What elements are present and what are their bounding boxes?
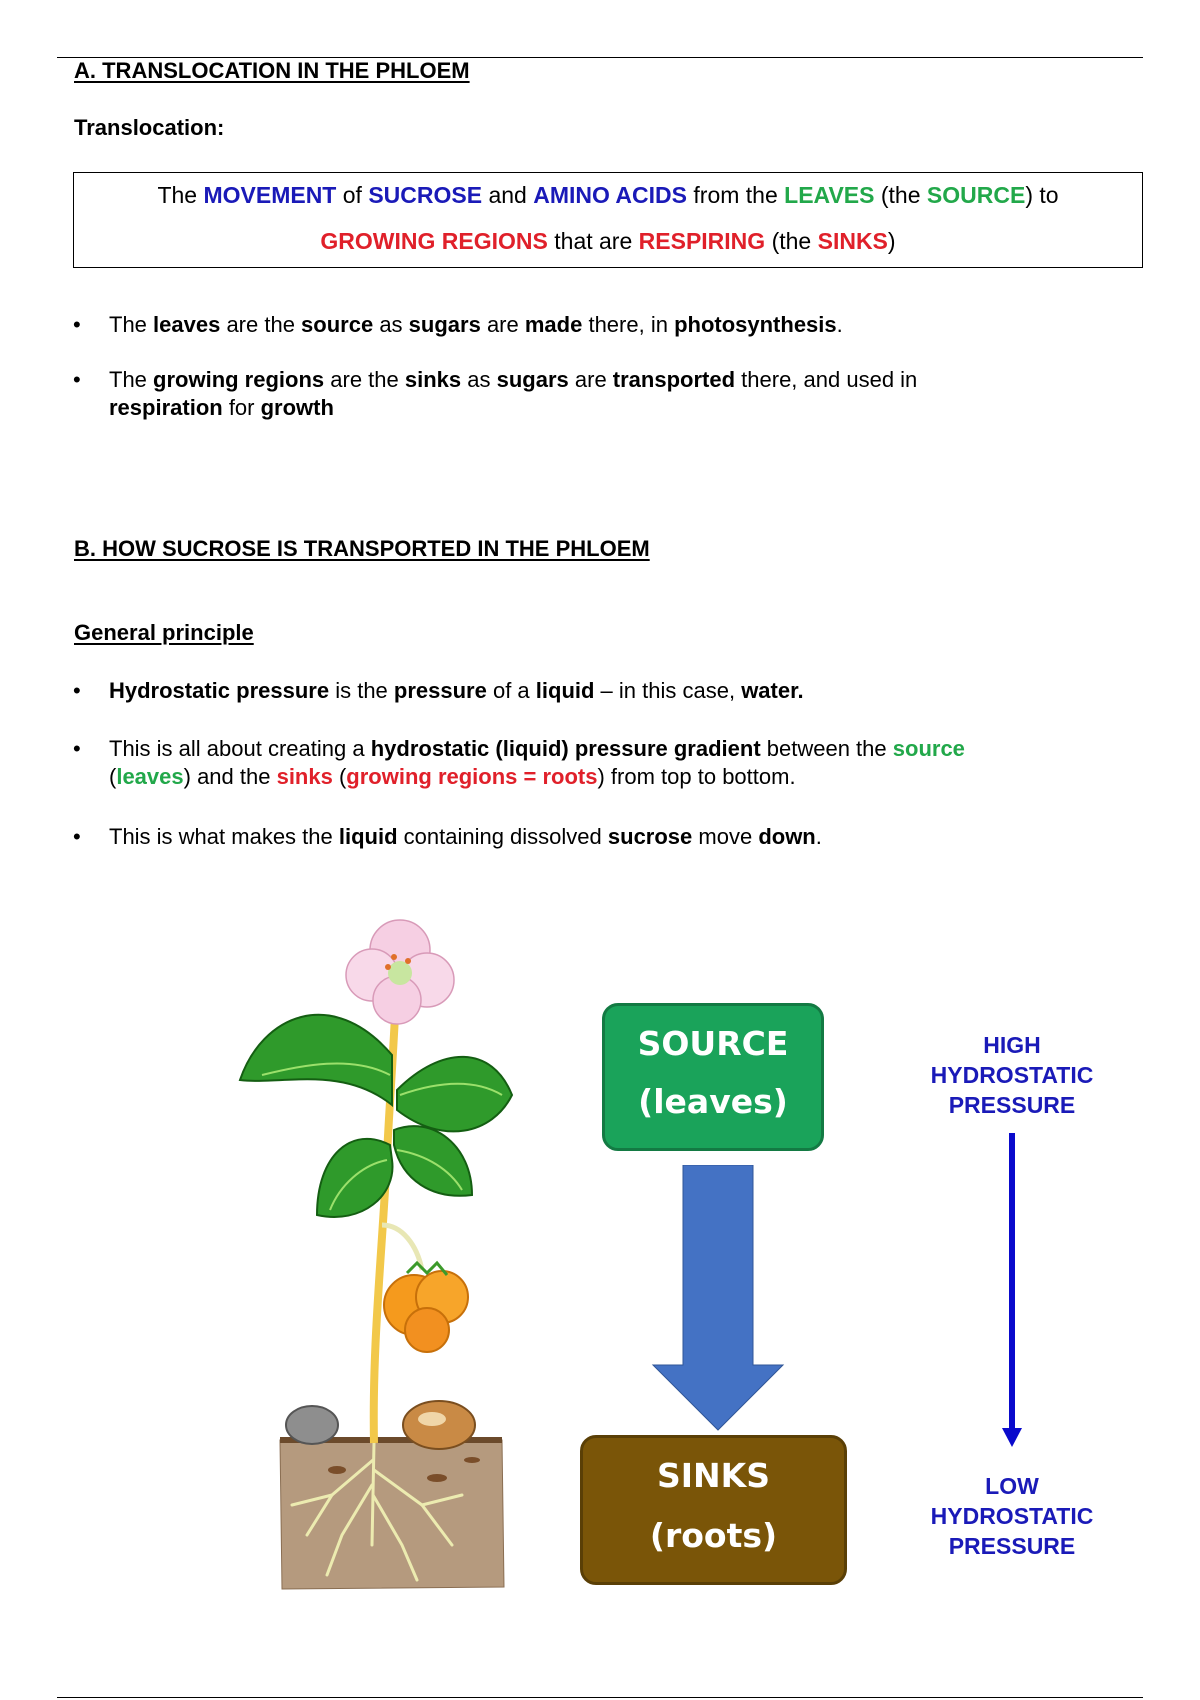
text-run: containing dissolved — [397, 824, 608, 849]
low-pressure-line: HYDROSTATIC — [930, 1503, 1094, 1529]
text-run: – in this case, — [594, 678, 742, 703]
text-run: source — [892, 736, 965, 761]
text-run: pressure — [393, 678, 487, 703]
text-run: . — [836, 312, 843, 337]
text-run: (the — [765, 228, 818, 254]
text-run: SUCROSE — [368, 182, 483, 208]
text-run: are — [568, 367, 613, 392]
source-box — [602, 1003, 824, 1151]
plant-illustration — [222, 895, 522, 1605]
text-run: source — [301, 312, 374, 337]
text-run: SOURCE — [926, 182, 1026, 208]
text-run: leaves — [116, 764, 184, 789]
text-run: ( — [109, 764, 117, 789]
sinks-sublabel: (roots) — [649, 1516, 778, 1555]
low-pressure-line: LOW — [985, 1473, 1039, 1499]
text-run: liquid — [338, 824, 398, 849]
source-sublabel: (leaves) — [638, 1082, 788, 1121]
high-pressure-label — [892, 1030, 1132, 1120]
text-run: hydrostatic (liquid) pressure gradient — [370, 736, 761, 761]
text-run: transported — [612, 367, 736, 392]
section-a-heading: A. TRANSLOCATION IN THE PHLOEM — [74, 58, 470, 83]
definition-box — [73, 172, 1143, 268]
text-run: LEAVES — [784, 182, 875, 208]
text-run: of — [336, 182, 369, 208]
text-run: MOVEMENT — [203, 182, 337, 208]
flow-arrow — [648, 1165, 788, 1435]
bullet-dot: • — [73, 367, 81, 392]
low-pressure-line: PRESSURE — [948, 1533, 1076, 1559]
leaves — [240, 1015, 512, 1217]
bullet-dot: • — [73, 736, 81, 761]
text-run: ( — [332, 764, 347, 789]
text-run: The — [109, 367, 154, 392]
bullet-dot: • — [73, 824, 81, 849]
text-run: ) and the — [183, 764, 277, 789]
source-label: SOURCE — [637, 1024, 789, 1063]
text-run: RESPIRING — [638, 228, 766, 254]
text-run: sugars — [408, 312, 481, 337]
text-run: This is all about creating a — [109, 736, 371, 761]
text-run: growth — [260, 395, 334, 420]
text-run: are the — [324, 367, 405, 392]
high-pressure-line: HYDROSTATIC — [930, 1062, 1094, 1088]
definition-line-1 — [74, 182, 1142, 209]
text-run: for — [222, 395, 261, 420]
definition-line-2 — [74, 228, 1142, 255]
text-run: are the — [220, 312, 302, 337]
text-run: liquid — [535, 678, 595, 703]
text-run: as — [461, 367, 497, 392]
high-pressure-line: HIGH — [983, 1032, 1041, 1058]
text-run: leaves — [153, 312, 221, 337]
bullet-dot: • — [73, 678, 81, 703]
text-run: that are — [547, 228, 639, 254]
bullet-dot: • — [73, 312, 81, 337]
bullet-text — [109, 677, 1133, 705]
text-run: between the — [760, 736, 893, 761]
fruit — [384, 1263, 468, 1352]
text-run: Hydrostatic pressure — [109, 678, 330, 703]
low-pressure-label — [892, 1471, 1132, 1561]
bullet-text — [109, 823, 1133, 851]
pressure-gradient-arrow — [997, 1133, 1027, 1453]
text-run: growing regions — [153, 367, 325, 392]
text-run: move — [692, 824, 759, 849]
text-run: sinks — [276, 764, 333, 789]
bottom-rule — [57, 1697, 1143, 1698]
text-run: water. — [741, 678, 804, 703]
text-run: photosynthesis — [674, 312, 837, 337]
text-run: down — [758, 824, 816, 849]
text-run: of a — [486, 678, 536, 703]
text-run: respiration — [109, 395, 223, 420]
bullet-text — [109, 735, 1133, 791]
text-run: (the — [874, 182, 927, 208]
text-run: is the — [329, 678, 394, 703]
translocation-diagram — [222, 895, 1122, 1605]
text-run: are — [480, 312, 525, 337]
text-run: ) — [887, 228, 896, 254]
text-run: as — [373, 312, 409, 337]
text-run: and — [482, 182, 534, 208]
high-pressure-line: PRESSURE — [948, 1092, 1076, 1118]
text-run: GROWING REGIONS — [320, 228, 548, 254]
text-run: The — [157, 182, 204, 208]
text-run: there, and used in — [735, 367, 918, 392]
section-b-heading: B. HOW SUCROSE IS TRANSPORTED IN THE PHLOEM — [74, 536, 650, 561]
bullet-text — [109, 366, 1133, 422]
text-run: from the — [687, 182, 785, 208]
text-run: . — [815, 824, 822, 849]
text-run: AMINO ACIDS — [533, 182, 687, 208]
text-run: sugars — [496, 367, 569, 392]
rock — [286, 1406, 338, 1444]
text-run: sucrose — [607, 824, 693, 849]
text-run: ) from top to bottom. — [597, 764, 796, 789]
text-run: SINKS — [817, 228, 888, 254]
text-run: made — [524, 312, 583, 337]
sinks-box — [580, 1435, 847, 1585]
text-run: growing regions = roots — [346, 764, 598, 789]
translocation-subheading: Translocation: — [74, 115, 225, 140]
text-run: This is what makes the — [109, 824, 339, 849]
text-run: there, in — [582, 312, 675, 337]
bullet-text — [109, 311, 1133, 339]
sinks-label: SINKS — [656, 1456, 770, 1495]
text-run: sinks — [404, 367, 462, 392]
text-run: ) to — [1025, 182, 1059, 208]
flower — [346, 920, 454, 1024]
text-run: The — [109, 312, 154, 337]
general-principle-heading: General principle — [74, 620, 254, 645]
